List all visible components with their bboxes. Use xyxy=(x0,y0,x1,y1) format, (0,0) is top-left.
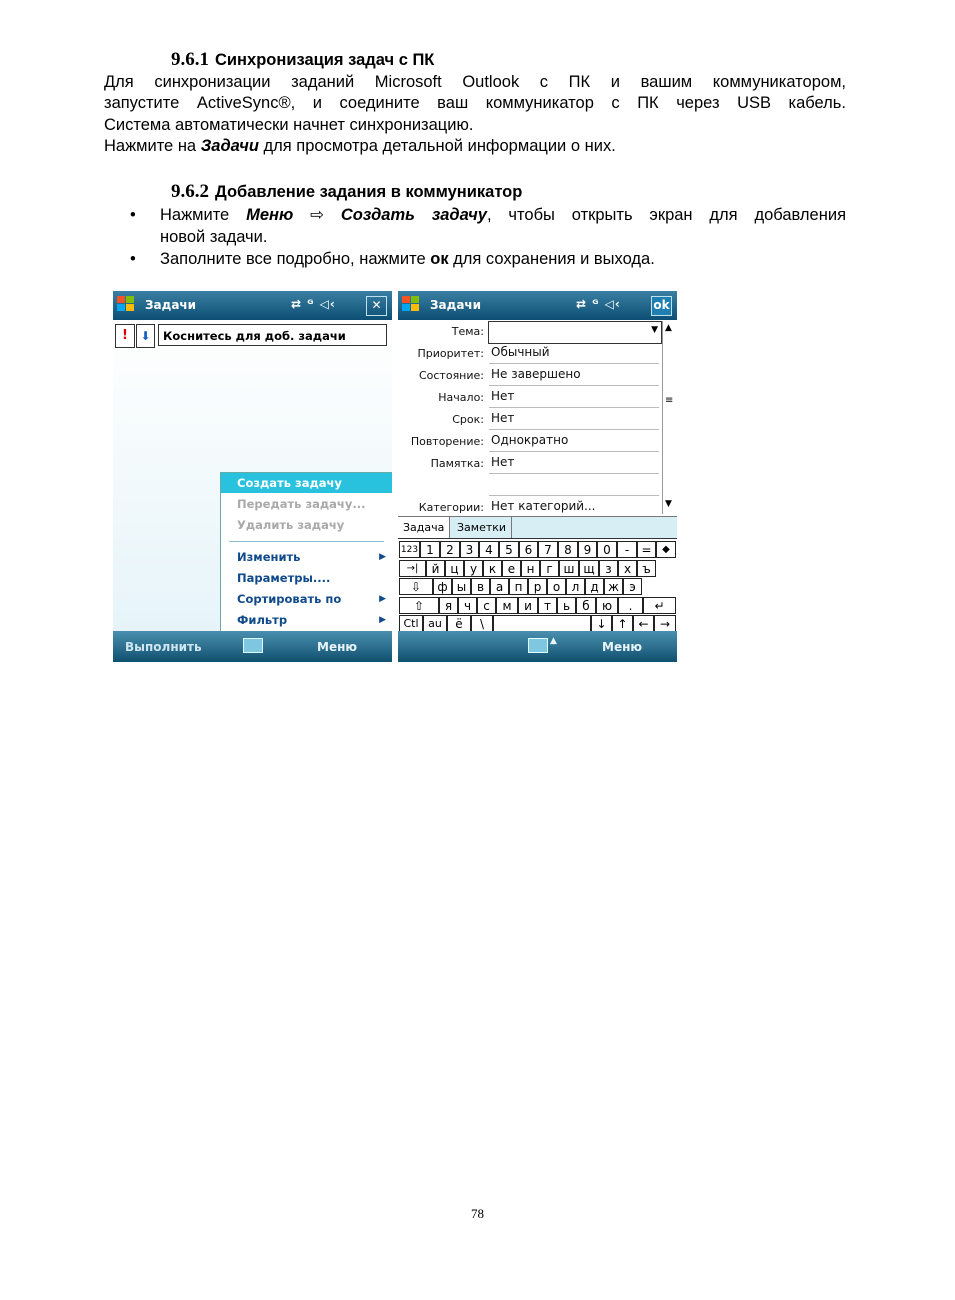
bullet-text: новой задачи. xyxy=(160,228,268,246)
key[interactable]: ф xyxy=(433,578,452,595)
menu-item-edit[interactable] xyxy=(221,547,392,567)
key[interactable]: 6 xyxy=(519,541,538,558)
ok-button[interactable]: ok xyxy=(651,296,672,316)
emphasis-create-task: Создать задачу xyxy=(340,206,487,224)
emphasis-ok: ок xyxy=(430,250,449,268)
section-title: Синхронизация задач с ПК xyxy=(215,51,435,69)
key[interactable]: д xyxy=(585,578,604,595)
submenu-arrow-icon: ▶ xyxy=(379,594,386,604)
menu-item-label: Создать задачу xyxy=(237,476,342,490)
key[interactable]: . xyxy=(618,597,643,614)
key[interactable]: г xyxy=(540,560,559,577)
soft-key-menu[interactable]: Меню xyxy=(317,640,358,654)
menu-item-filter[interactable] xyxy=(221,610,392,630)
key[interactable]: щ xyxy=(579,560,599,577)
section-number: 9.6.1 xyxy=(171,49,209,70)
field-label-categories: Категории: xyxy=(418,501,484,514)
form-scrollbar[interactable] xyxy=(662,321,677,514)
key[interactable]: т xyxy=(538,597,557,614)
menu-item-sort-by[interactable] xyxy=(221,589,392,609)
key[interactable]: 2 xyxy=(440,541,460,558)
paragraph-line: Для синхронизации заданий Microsoft Outlook с ПК и вашим коммуникатором, xyxy=(104,73,846,91)
text: Заполните все подробно, нажмите xyxy=(160,250,431,268)
subject-dropdown[interactable] xyxy=(488,321,662,344)
key[interactable]: л xyxy=(566,578,585,595)
text: для просмотра детальной информации о них. xyxy=(258,137,616,155)
input-picker-arrow-icon[interactable]: ▲ xyxy=(550,636,557,646)
key[interactable]: а xyxy=(490,578,509,595)
text: Нажмите xyxy=(160,206,247,224)
on-screen-keyboard xyxy=(398,538,677,633)
key[interactable]: з xyxy=(599,560,618,577)
bullet-item xyxy=(130,249,846,271)
field-label-priority: Приоритет: xyxy=(417,347,484,360)
status-icons[interactable]: ⇄ ᴳ ◁‹ xyxy=(576,297,621,311)
bullet-text xyxy=(160,249,846,271)
key[interactable]: - xyxy=(617,541,637,558)
tab-key[interactable]: →| xyxy=(399,560,426,577)
paragraph-line xyxy=(104,136,846,158)
page-number: 78 xyxy=(471,1206,484,1221)
status-icons[interactable]: ⇄ ᴳ ◁‹ xyxy=(291,297,336,311)
key[interactable]: э xyxy=(623,578,642,595)
bullet-icon: • xyxy=(130,250,136,268)
tab-notes[interactable]: Заметки xyxy=(452,517,512,538)
keyboard-icon[interactable] xyxy=(243,638,263,653)
emphasis-menu: Меню xyxy=(246,206,294,224)
key[interactable]: = xyxy=(637,541,656,558)
dropdown-arrow-icon: ▼ xyxy=(651,325,658,335)
key[interactable]: ы xyxy=(452,578,471,595)
soft-key-bar xyxy=(113,631,392,662)
bullet-text xyxy=(160,205,846,227)
key[interactable]: о xyxy=(547,578,566,595)
bullet-continuation xyxy=(130,227,846,249)
key[interactable]: ж xyxy=(604,578,623,595)
reminder-field[interactable]: Нет xyxy=(489,453,659,474)
menu-item-create-task[interactable] xyxy=(221,473,392,493)
paragraph-line: запустите ActiveSync®, и соедините ваш коммуникатор с ПК через USB кабель. xyxy=(104,94,846,112)
tab-task[interactable]: Задача xyxy=(398,517,450,538)
submenu-arrow-icon: ▶ xyxy=(379,552,386,562)
new-task-input[interactable]: Коснитесь для доб. задачи xyxy=(158,324,387,346)
due-field[interactable]: Нет xyxy=(489,409,659,430)
submenu-arrow-icon: ▶ xyxy=(379,615,386,625)
new-task-entry-row xyxy=(115,324,389,348)
text: , чтобы открыть экран для добавления xyxy=(486,206,847,224)
arrow-right-key[interactable]: → xyxy=(654,615,676,632)
menu-item-label: Изменить xyxy=(237,550,301,564)
menu-divider xyxy=(229,541,384,542)
au-key[interactable]: au xyxy=(423,615,447,632)
paragraph-line: Система автоматически начнет синхронизацию. xyxy=(104,116,474,134)
arrow-up-key[interactable]: ↑ xyxy=(612,615,633,632)
soft-key-bar xyxy=(398,631,677,662)
key[interactable]: ш xyxy=(559,560,579,577)
menu-item-label: Удалить задачу xyxy=(237,518,345,532)
field-label-status: Состояние: xyxy=(418,369,484,382)
status-field[interactable]: Не завершено xyxy=(489,365,659,386)
space-key[interactable] xyxy=(493,615,591,632)
backspace-key[interactable]: ◆ xyxy=(656,541,676,558)
key[interactable]: н xyxy=(521,560,540,577)
scroll-up-icon[interactable]: ▲ xyxy=(665,323,672,333)
caps-key[interactable]: ⇩ xyxy=(399,578,433,595)
ctl-key[interactable]: Ctl xyxy=(399,615,423,632)
text: Нажмите на xyxy=(104,137,201,155)
windows-start-icon[interactable] xyxy=(402,296,422,314)
scroll-thumb-icon[interactable]: ≡ xyxy=(665,395,674,406)
priority-field[interactable]: Обычный xyxy=(489,343,659,364)
key[interactable]: 8 xyxy=(558,541,578,558)
key[interactable]: ч xyxy=(458,597,477,614)
arrow-down-key[interactable]: ↓ xyxy=(591,615,612,632)
key[interactable]: 1 xyxy=(420,541,440,558)
section-heading-add xyxy=(171,181,522,203)
sort-arrow-icon[interactable]: ⬇ xyxy=(136,324,155,348)
form-tabs xyxy=(398,516,677,539)
menu-item-label: Передать задачу... xyxy=(237,497,366,511)
key[interactable]: р xyxy=(528,578,547,595)
windows-start-icon[interactable] xyxy=(117,296,137,314)
key[interactable]: к xyxy=(483,560,502,577)
key[interactable]: ю xyxy=(596,597,618,614)
section-heading-sync xyxy=(171,49,434,71)
arrow-icon: ⇨ xyxy=(310,206,324,224)
key[interactable]: у xyxy=(464,560,483,577)
emphasis-tasks: Задачи xyxy=(200,137,259,155)
section-title: Добавление задания в коммуникатор xyxy=(215,183,523,201)
screenshot-task-list xyxy=(113,291,392,662)
close-button[interactable]: ✕ xyxy=(366,296,387,316)
key[interactable]: ц xyxy=(445,560,464,577)
field-label-recurrence: Повторение: xyxy=(410,435,484,448)
blank-field-line xyxy=(489,475,659,496)
field-label-reminder: Памятка: xyxy=(430,457,484,470)
key[interactable]: е xyxy=(502,560,521,577)
task-menu xyxy=(220,472,392,633)
section-number: 9.6.2 xyxy=(171,181,209,202)
menu-item-label: Фильтр xyxy=(237,613,288,627)
key[interactable]: п xyxy=(509,578,528,595)
key[interactable]: й xyxy=(426,560,445,577)
arrow-left-key[interactable]: ← xyxy=(633,615,654,632)
start-field[interactable]: Нет xyxy=(489,387,659,408)
key[interactable]: 4 xyxy=(479,541,499,558)
key[interactable]: с xyxy=(477,597,496,614)
menu-item-options[interactable] xyxy=(221,568,392,588)
text: для сохранения и выхода. xyxy=(448,250,655,268)
field-label-due: Срок: xyxy=(452,413,484,426)
soft-key-menu[interactable]: Меню xyxy=(602,640,643,654)
field-label-subject: Тема: xyxy=(451,325,484,338)
key[interactable]: я xyxy=(439,597,458,614)
keyboard-icon[interactable] xyxy=(528,638,548,653)
priority-icon[interactable]: ! xyxy=(115,324,135,348)
key[interactable]: м xyxy=(496,597,518,614)
bullet-item xyxy=(130,205,846,227)
key[interactable]: \ xyxy=(471,615,493,632)
shift-key[interactable]: ⇧ xyxy=(399,597,439,614)
field-label-start: Начало: xyxy=(438,391,484,404)
menu-item-delete-task[interactable] xyxy=(221,515,392,535)
title-bar xyxy=(113,291,392,320)
key[interactable]: ъ xyxy=(637,560,656,577)
key[interactable]: в xyxy=(471,578,490,595)
key[interactable]: 7 xyxy=(538,541,558,558)
key[interactable]: и xyxy=(518,597,538,614)
screenshot-new-task xyxy=(398,291,677,662)
recurrence-field[interactable]: Однократно xyxy=(489,431,659,452)
menu-item-send-task[interactable] xyxy=(221,494,392,514)
key[interactable]: 0 xyxy=(597,541,617,558)
key[interactable]: б xyxy=(576,597,596,614)
window-title: Задачи xyxy=(430,298,482,312)
scroll-down-icon[interactable]: ▼ xyxy=(665,499,672,509)
enter-key[interactable]: ↵ xyxy=(643,597,676,614)
soft-key-left[interactable]: Выполнить xyxy=(125,640,202,654)
key[interactable]: 5 xyxy=(499,541,519,558)
menu-item-label: Параметры.... xyxy=(237,571,331,585)
categories-field[interactable]: Нет категорий... xyxy=(491,499,596,513)
key[interactable]: 9 xyxy=(578,541,597,558)
title-bar xyxy=(398,291,677,320)
bullet-icon: • xyxy=(130,206,136,224)
key[interactable]: ё xyxy=(447,615,471,632)
menu-item-label: Сортировать по xyxy=(237,592,342,606)
window-title: Задачи xyxy=(145,298,197,312)
key-123[interactable]: 123 xyxy=(399,541,420,558)
key[interactable]: х xyxy=(618,560,637,577)
key[interactable]: 3 xyxy=(460,541,479,558)
key[interactable]: ь xyxy=(557,597,576,614)
